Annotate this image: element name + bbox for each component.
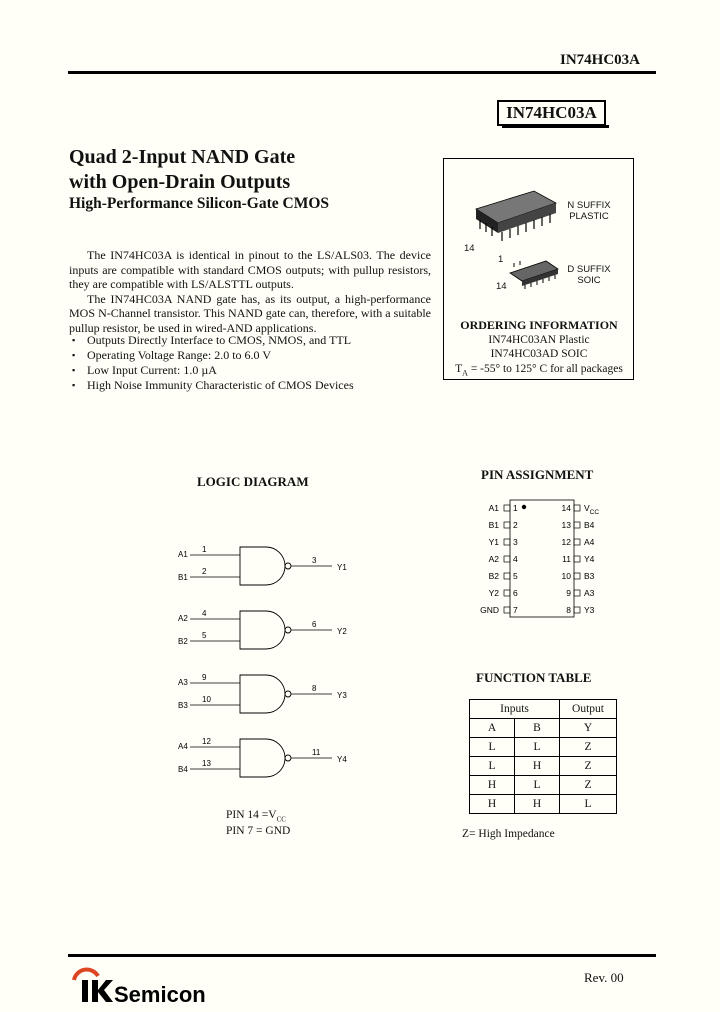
- table-row: L L Z: [470, 738, 617, 757]
- gate-pin-number: 4: [202, 609, 207, 618]
- gate-input-label: A3: [178, 678, 188, 687]
- svg-text:2: 2: [513, 520, 518, 530]
- d-package-type: SOIC: [577, 275, 601, 286]
- svg-text:5: 5: [513, 571, 518, 581]
- output-header: Output: [560, 700, 617, 719]
- gate-input-label: B2: [178, 637, 188, 646]
- gate-input-label: A1: [178, 550, 188, 559]
- svg-text:Y2: Y2: [488, 588, 499, 598]
- gate-output-label: Y2: [337, 627, 347, 636]
- svg-text:11: 11: [562, 554, 571, 564]
- nand-gate: [178, 545, 347, 585]
- header-part-code: IN74HC03A: [560, 52, 641, 68]
- description: [69, 248, 431, 335]
- nand-gate: [178, 673, 347, 713]
- pin-left: [489, 520, 518, 530]
- pin-right: [562, 571, 595, 581]
- feature-item: ▪ Low Input Current: 1.0 µA: [69, 363, 431, 378]
- temperature-range: $T_A = -55^\circ$ to 125° C for all packages: [455, 362, 623, 377]
- function-table: [469, 699, 617, 814]
- svg-text:6: 6: [513, 588, 518, 598]
- gate-output-label: Y1: [337, 563, 347, 572]
- gate-pin-number: 8: [312, 684, 317, 693]
- col-b-header: B: [515, 719, 560, 738]
- ordering-line-soic: IN74HC03AD SOIC: [490, 348, 588, 360]
- description-paragraph-1: The IN74HC03A is identical in pinout to the LS/ALS03. The device inputs are compatible with standard CMOS outputs; with pullup resistors, they are compatible with LS/ALSTTL outputs.: [69, 248, 431, 291]
- svg-text:B1: B1: [488, 520, 499, 530]
- description-paragraph-2: The IN74HC03A NAND gate has, as its output, a high-performance MOS N-Channel transistor. This NAND gate can, therefore, with a suitable pullup resistor, be used in wired-AND applications.: [69, 291, 431, 335]
- gate-output-label: Y4: [337, 755, 347, 764]
- svg-text:Y3: Y3: [584, 605, 595, 615]
- pin-right: [562, 503, 600, 516]
- nand-gate: [178, 737, 347, 777]
- gate-input-label: B3: [178, 701, 188, 710]
- col-y-header: Y: [560, 719, 617, 738]
- svg-text:12: 12: [561, 537, 571, 547]
- boxed-part-number: IN74HC03A: [497, 100, 606, 126]
- ordering-heading: ORDERING INFORMATION: [460, 318, 618, 332]
- svg-text:VCC: $V_{CC}$: [584, 503, 600, 516]
- table-row: H H L: [470, 795, 617, 814]
- pin-right: [562, 554, 594, 564]
- pin-right: [566, 588, 594, 598]
- dip-pin-14-label: 14: [464, 243, 475, 254]
- d-suffix-text: D SUFFIX: [567, 264, 611, 275]
- gate-pin-number: 2: [202, 567, 207, 576]
- pin-left: [489, 537, 518, 547]
- pin-left: [489, 554, 518, 564]
- gate-input-label: B4: [178, 765, 188, 774]
- table-row: H L Z: [470, 776, 617, 795]
- gate-pin-number: 9: [202, 673, 207, 682]
- gate-pin-number: 3: [312, 556, 317, 565]
- footer-rule: [68, 954, 656, 957]
- gate-input-label: A2: [178, 614, 188, 623]
- function-table-title: FUNCTION TABLE: [476, 670, 592, 685]
- soic-pin-14-label: 14: [496, 281, 507, 292]
- feature-list: [69, 333, 431, 393]
- svg-text:Y4: Y4: [584, 554, 595, 564]
- ordering-information: [444, 318, 634, 380]
- pin-right: [562, 537, 595, 547]
- gate-input-label: B1: [178, 573, 188, 582]
- subtitle: High-Performance Silicon-Gate CMOS: [69, 195, 330, 212]
- svg-text:A4: A4: [584, 537, 595, 547]
- gate-output-label: Y3: [337, 691, 347, 700]
- gate-pin-number: 6: [312, 620, 317, 629]
- svg-text:13: 13: [561, 520, 571, 530]
- gate-pin-number: 11: [312, 748, 321, 757]
- pin-left: [489, 571, 518, 581]
- svg-text:10: 10: [561, 571, 571, 581]
- gate-pin-number: 1: [202, 545, 207, 554]
- d-suffix-label: [556, 264, 622, 286]
- pin-right: [566, 605, 594, 615]
- nand-gate: [178, 609, 347, 649]
- gate-pin-number: 12: [202, 737, 211, 746]
- logic-diagram: [170, 535, 370, 795]
- gate-pin-number: 10: [202, 695, 211, 704]
- n-suffix-text: N SUFFIX: [567, 200, 611, 211]
- svg-text:1: 1: [513, 503, 518, 513]
- svg-text:GND: GND: [480, 605, 499, 615]
- svg-text:Y1: Y1: [488, 537, 499, 547]
- logo-arc-icon: [74, 970, 98, 980]
- col-a-header: A: [470, 719, 515, 738]
- svg-text:B3: B3: [584, 571, 595, 581]
- revision: Rev. 00: [584, 970, 624, 985]
- svg-text:4: 4: [513, 554, 518, 564]
- pin-right: [562, 520, 595, 530]
- header-rule: [68, 71, 656, 74]
- inputs-header: Inputs: [470, 700, 560, 719]
- pin7-note: PIN 7 = GND: [226, 825, 291, 838]
- title-line-2: with Open-Drain Outputs: [69, 171, 291, 193]
- pin-left: [489, 588, 518, 598]
- gate-input-label: A4: [178, 742, 188, 751]
- logo-text: Semicon: [114, 982, 206, 1007]
- gate-pin-number: 5: [202, 631, 207, 640]
- power-pin-note: [226, 809, 290, 837]
- logic-diagram-title: LOGIC DIAGRAM: [197, 474, 309, 489]
- svg-text:3: 3: [513, 537, 518, 547]
- n-suffix-label: [556, 200, 622, 222]
- dip-pin-1-label: 1: [498, 254, 504, 265]
- svg-text:8: 8: [566, 605, 571, 615]
- pin-left: [489, 503, 518, 513]
- table-row: L H Z: [470, 757, 617, 776]
- svg-text:A1: A1: [488, 503, 499, 513]
- title-line-1: Quad 2-Input NAND Gate: [69, 146, 296, 168]
- n-package-type: PLASTIC: [569, 211, 609, 222]
- svg-text:9: 9: [566, 588, 571, 598]
- pin-assignment-diagram: [478, 498, 618, 620]
- svg-text:A3: A3: [584, 588, 595, 598]
- feature-item: ▪ High Noise Immunity Characteristic of CMOS Devices: [69, 378, 431, 393]
- pin-left: [480, 605, 518, 615]
- ordering-line-plastic: IN74HC03AN Plastic: [488, 333, 590, 346]
- gate-pin-number: 13: [202, 759, 211, 768]
- dip-package-image: [476, 191, 556, 241]
- svg-text:B4: B4: [584, 520, 595, 530]
- svg-text:A2: A2: [488, 554, 499, 564]
- svg-text:14: 14: [561, 503, 571, 513]
- pin14-note: PIN $14 =V_{CC}$: [226, 809, 286, 824]
- pin-assignment-title: PIN ASSIGNMENT: [481, 467, 594, 482]
- svg-text:7: 7: [513, 605, 518, 615]
- svg-text:B2: B2: [488, 571, 499, 581]
- ik-semicon-logo: [68, 962, 268, 1008]
- high-impedance-note: Z= High Impedance: [462, 828, 555, 840]
- feature-item: ▪ Operating Voltage Range: 2.0 to 6.0 V: [69, 348, 431, 363]
- soic-package-image: [510, 261, 558, 289]
- feature-item: ▪ Outputs Directly Interface to CMOS, NMOS, and TTL: [69, 333, 431, 348]
